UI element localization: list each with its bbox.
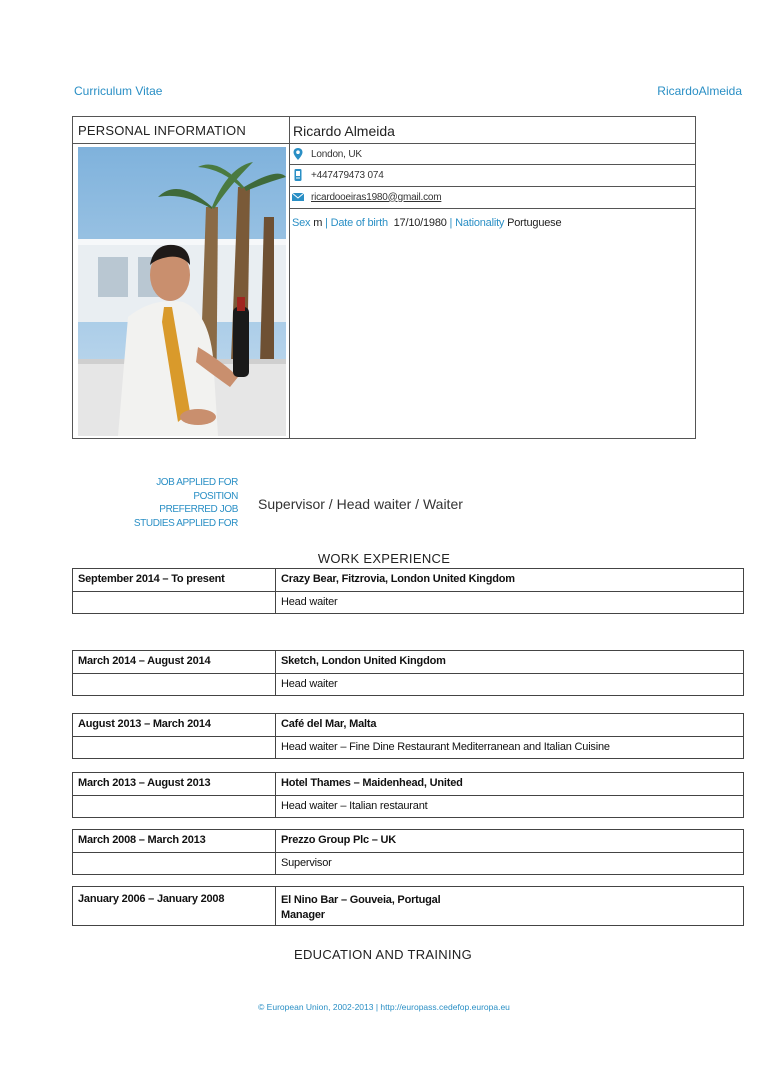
work-role: Manager [281, 909, 325, 921]
work-employer: El Nino Bar – Gouveia, Portugal [281, 894, 441, 906]
location-pin-icon [291, 147, 305, 161]
personal-information-box [72, 116, 696, 439]
work-role: Head waiter [281, 596, 338, 608]
nationality-value: Portuguese [507, 217, 562, 229]
location-row [291, 147, 362, 161]
work-role: Head waiter [281, 678, 338, 690]
work-entry [72, 568, 744, 614]
work-dates: March 2014 – August 2014 [73, 651, 276, 673]
work-employer: Hotel Thames – Maidenhead, United [281, 777, 463, 789]
work-dates: September 2014 – To present [73, 569, 276, 591]
profile-photo [78, 147, 286, 436]
doc-header-title: Curriculum Vitae [74, 84, 163, 98]
work-entry [72, 772, 744, 818]
sex-value: m [313, 217, 323, 229]
work-dates: March 2013 – August 2013 [73, 773, 276, 795]
work-role: Supervisor [281, 857, 332, 869]
divider [289, 186, 695, 187]
education-heading: EDUCATION AND TRAINING [293, 947, 473, 962]
dob-label: Date of birth [330, 217, 388, 229]
work-dates: January 2006 – January 2008 [73, 887, 276, 925]
work-employer: Prezzo Group Plc – UK [281, 834, 396, 846]
phone-icon [291, 168, 305, 182]
nationality-label: Nationality [455, 217, 505, 229]
work-entry [72, 650, 744, 696]
divider [73, 143, 695, 144]
job-applied-value: Supervisor / Head waiter / Waiter [258, 496, 463, 512]
job-label-line: STUDIES APPLIED FOR [133, 517, 238, 529]
work-dates: August 2013 – March 2014 [73, 714, 276, 736]
job-applied-label [120, 476, 238, 530]
divider [289, 208, 695, 209]
personal-info-label: PERSONAL INFORMATION [78, 123, 246, 138]
email-icon [291, 190, 305, 204]
candidate-name: Ricardo Almeida [293, 123, 395, 139]
work-entry [72, 713, 744, 759]
email-row [291, 190, 441, 204]
job-label-line: JOB APPLIED FOR [156, 477, 238, 488]
work-entry [72, 886, 744, 926]
work-dates: March 2008 – March 2013 [73, 830, 276, 852]
email-link[interactable]: ricardooeiras1980@gmail.com [311, 191, 442, 203]
work-employer: Sketch, London United Kingdom [281, 655, 446, 667]
work-employer: Café del Mar, Malta [281, 718, 377, 730]
job-label-line: PREFERRED JOB [159, 504, 238, 515]
divider [289, 164, 695, 165]
job-label-line: POSITION [193, 490, 238, 502]
doc-header-name: RicardoAlmeida [657, 84, 742, 98]
separator: | [325, 217, 328, 229]
work-entry [72, 829, 744, 875]
phone-row [291, 168, 384, 182]
divider [289, 117, 290, 438]
work-role: Head waiter – Italian restaurant [281, 800, 428, 812]
phone-text: +447479473 074 [311, 169, 384, 181]
separator: | [449, 217, 453, 229]
personal-details-line [292, 217, 561, 229]
dob-value: 17/10/1980 [393, 217, 447, 229]
location-text: London, UK [311, 148, 362, 160]
work-employer: Crazy Bear, Fitzrovia, London United Kingdom [281, 573, 515, 585]
work-experience-heading: WORK EXPERIENCE [317, 551, 451, 566]
sex-label: Sex [292, 217, 311, 229]
work-role: Head waiter – Fine Dine Restaurant Mediterranean and Italian Cuisine [281, 741, 610, 753]
footer-copyright: © European Union, 2002-2013 | http://europass.cedefop.europa.eu [258, 1002, 510, 1012]
